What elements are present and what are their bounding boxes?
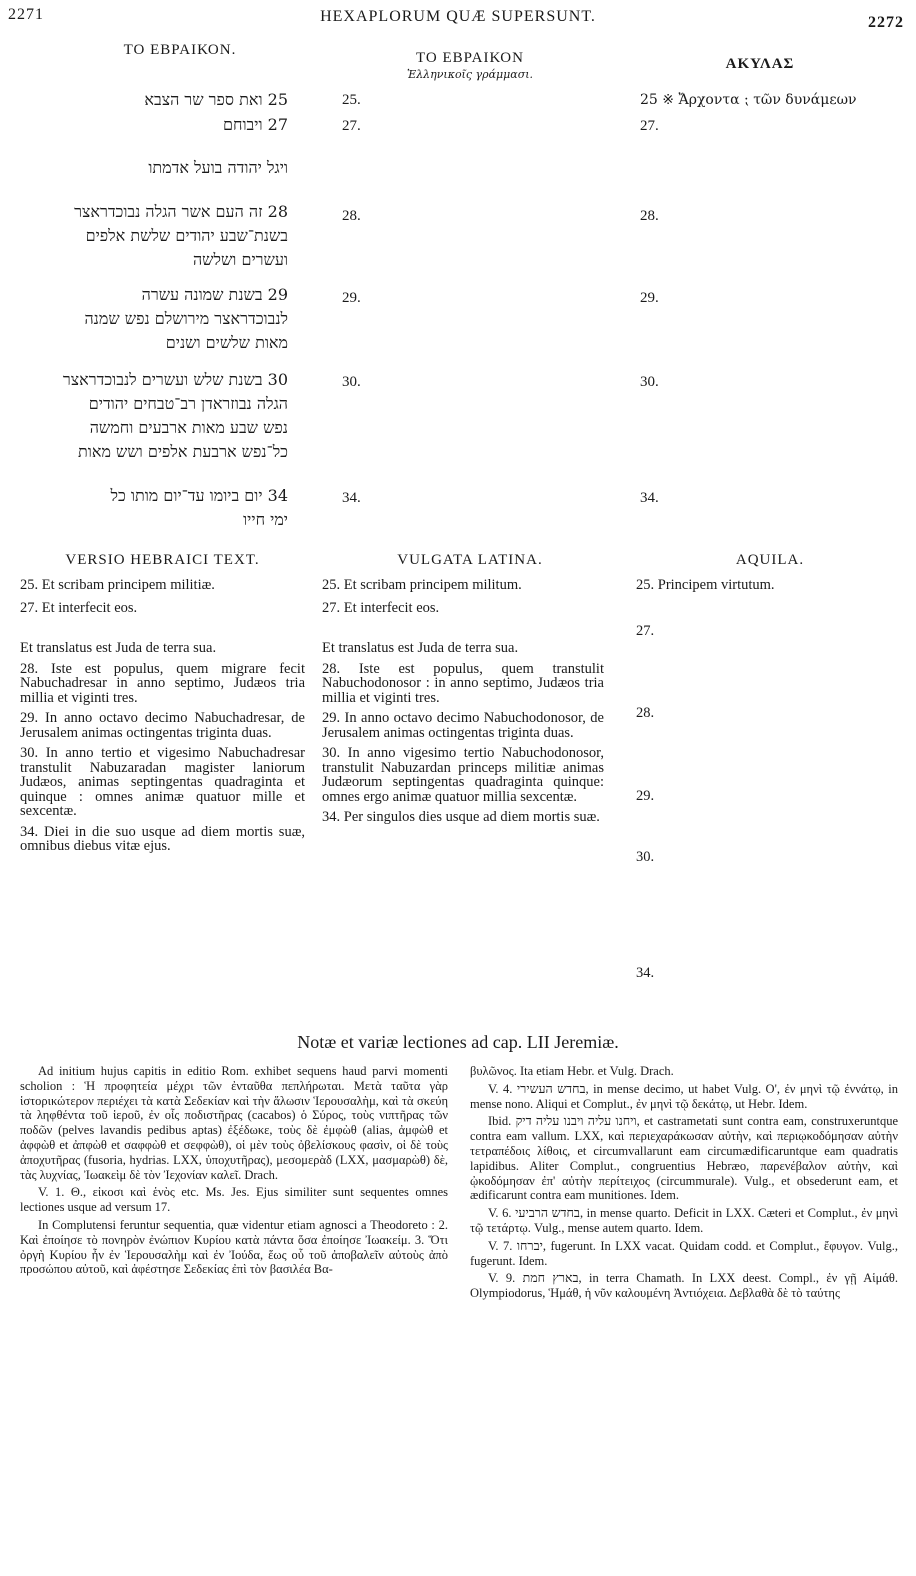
- aquila-29: 29.: [640, 290, 659, 306]
- aquila-27: 27.: [640, 118, 659, 134]
- left-page-number: 2271: [8, 6, 44, 23]
- note-continued: βυλῶνος. Ita etiam Hebr. et Vulg. Drach.: [470, 1064, 674, 1078]
- translit-28: 28.: [342, 208, 361, 224]
- version-v25: 25. Et scribam principem militiæ.: [20, 577, 215, 593]
- aquila-latin-header: AQUILA.: [735, 552, 805, 568]
- hebrew-column-header: ΤΟ ΕΒΡΑΙΚΟΝ.: [123, 42, 237, 58]
- note-complutensis: In Complutensi feruntur sequentia, quæ videntur etiam agnosci a Theodoreto : 2. Καὶ ἐποίησε τὸ πονηρὸν ἐνώπιον Κυρίου κατὰ πάντα ὅσα ἐποίησε Ἰωακείμ. 3. Ὅτι ὀργὴ Κυρίου ἦν ἐν Ἱερουσαλὴμ καὶ ἐν Ἰούδα, ἕως οὗ τοῦ ἀποβαλεῖν αὐτοὺς ἀπὸ προσώπου αὐτοῦ, καὶ ἀφέστησε Σεδεκίας ἐπὶ τὸν βασιλέα Βα-: [20, 1217, 448, 1277]
- hebrew-row-34: 34 יום ביומו עד־יום מותו כל ימי חייו: [110, 486, 288, 529]
- vulgata-v27: 27. Et interfecit eos.: [322, 599, 440, 616]
- aquila-latin-v29: 29.: [636, 788, 655, 804]
- version-hebraici-column: [20, 578, 305, 858]
- vulgata-exile: Et translatus est Juda de terra sua.: [322, 640, 519, 656]
- transliteration-subheader: Ἑλληνικοῖς γράμμασι.: [406, 68, 534, 81]
- note-scholion: Ad initium hujus capitis in editio Rom. exhibet sequens haud parvi momenti scholion : Ἡ προφητεία μέχρι τῶν ἐνταῦθα πεπλήρωται. Μετὰ ταῦτα γὰρ ἱστορικώτερον περιέχει τὰ κατὰ Σεδεκίαν καὶ τὴν ἅλωσιν Ἱερουσαλὴμ, καὶ τὰ σκεύη τὰ ληφθέντα τοῦ ἱεροῦ, ἐν οἷς ποδιστῆρας (cacabos) ὁ Σύρος, τοὺς νιπτῆρας τῶν ποδῶν (pelves lavandis pedibus aptas) ἐξέδωκε, τοὺς δὲ ἐμφὼθ (alias, ἀμφὼθ et ἀφφὼθ et ἀπφὼθ et σαφφὼθ et σεφφὼθ), οἱ μὲν τοὺς ὀβελίσκους φασὶν, οἱ δὲ τοὺς ἀποχυτῆρας (fusoria, hydrias. LXX, ὑποχυτῆρας), μεσομερὰδ (LXX, μασμαρὼθ) δὲ, τὰς λυχνίας, Ἰωακεὶμ δὲ τὸν Ἰεχονίαν καλεῖ. Drach.: [20, 1064, 448, 1182]
- vulgata-v29: 29. In anno octavo decimo Nabuchodonosor, de Jerusalem animas octingentas triginta duas.: [322, 710, 604, 741]
- version-v28: 28. Iste est populus, quem migrare fecit Nabuchadresar in anno septimo, Judæos tria millia et viginti tres.: [20, 660, 305, 706]
- hebrew-row-29: 29 בשנת שמונה עשרה לנבוכדראצר מירושלם נפש שמנה מאות שלשים ושנים: [84, 285, 288, 352]
- note-v6: V. 6. בחדש הרביעי, in mense quarto. Deficit in LXX. Cæteri et Complut., ἐν μηνὶ τῷ τετάρτῳ. Vulg., mense autem quarto. Idem.: [470, 1206, 898, 1235]
- notes-right-column: [470, 1064, 898, 1304]
- vulgata-v28: 28. Iste est populus, quem transtulit Nabuchodonosor : in anno septimo, Judæos tria millia et viginti tres.: [322, 660, 604, 706]
- aquila-latin-v27: 27.: [636, 623, 655, 639]
- vulgata-v34: 34. Per singulos dies usque ad diem mortis suæ.: [322, 809, 600, 825]
- note-v9: V. 9. בארץ חמת, in terra Chamath. In LXX deest. Compl., ἐν γῇ Αἱμάθ. Olympiodorus, Ἡμάθ, ἡ νῦν καλουμένη Ἀντιόχεια. Δεβλαθὰ δὲ τὸ ταύτης: [470, 1271, 899, 1301]
- note-v7: V. 7. יברחו, fugerunt. In LXX vacat. Quidam codd. et Complut., ἔφυγον. Vulg., fugerunt. Idem.: [470, 1238, 898, 1268]
- translit-29: 29.: [342, 290, 361, 306]
- version-v29: 29. In anno octavo decimo Nabuchadresar, de Jerusalem animas octingentas triginta duas.: [20, 710, 305, 741]
- aquila-column-header: ΑΚΥΛΑΣ: [725, 56, 795, 72]
- version-header: VERSIO HEBRAICI TEXT.: [65, 552, 260, 568]
- vulgata-v25: 25. Et scribam principem militum.: [322, 577, 522, 593]
- notes-title: Notæ et variæ lectiones ad cap. LII Jeremiæ.: [297, 1032, 619, 1052]
- hebrew-row-25: 25 ואת ספר שר הצבא: [144, 90, 288, 109]
- note-ibid: Ibid. ויחנו עליה ויבנו עליה דיק, et castrametati sunt contra eam, construxeruntque contra eam vallum. LXX, καὶ περιεχαράκωσαν αὐτὴν, καὶ περιῳκοδόμησαν αὐτὴν τετραπέδοις λίθοις, et circumvallarunt eam circumædificaruntque eam quadratis lapidibus. Aliter Complut., congruentius Hebræo, παρενέβαλον αὐτὴν, καὶ ᾠκοδόμησαν ἐπ' αὐτὴν περίτειχος (circummurale). Vulg., et obsederunt eam, et ædificarunt contra eam munitiones. Idem.: [470, 1114, 899, 1203]
- version-v34: 34. Diei in die suo usque ad diem mortis suæ, omnibus diebus vitæ ejus.: [20, 823, 305, 854]
- translit-34: 34.: [342, 490, 361, 506]
- hebrew-row-28: 28 זה העם אשר הגלה נבוכדראצר בשנת־שבע יהודים שלשת אלפים ועשרים ושלשה: [74, 202, 288, 269]
- aquila-latin-v30: 30.: [636, 849, 655, 865]
- version-v27: 27. Et interfecit eos.: [20, 599, 138, 616]
- hebrew-row-30: 30 בשנת שלש ועשרים לנבוכדראצר הגלה נבוזראדן רב־טבחים יהודים נפש שבע מאות ארבעים וחמשה כל־נפש ארבעת אלפים ושש מאות: [62, 370, 288, 461]
- notes-left-column: [20, 1064, 448, 1280]
- vulgata-v30: 30. In anno vigesimo tertio Nabuchodonosor, transtulit Nabuzardan princeps militiæ animas Judæorum septingentas quadraginta quinque: omnes ergo animæ quatuor millia sexcentæ.: [322, 745, 604, 805]
- aquila-30: 30.: [640, 374, 659, 390]
- aquila-latin-v25: 25. Principem virtutum.: [636, 577, 775, 593]
- running-title: HEXAPLORUM QUÆ SUPERSUNT.: [320, 8, 596, 25]
- aquila-28: 28.: [640, 208, 659, 224]
- translit-25: 25.: [342, 92, 361, 108]
- hebrew-row-27: 27 ויבוחם: [223, 115, 288, 134]
- note-v1: V. 1. Θ., εἰκοσι καὶ ἑνὸς etc. Ms. Jes. Ejus similiter sunt sequentes omnes lectiones usque ad versum 17.: [20, 1185, 448, 1215]
- aquila-latin-v28: 28.: [636, 705, 655, 721]
- translit-30: 30.: [342, 374, 361, 390]
- aquila-25: 25 ※ Ἄρχοντα ⁏ τῶν δυνάμεων: [640, 92, 857, 108]
- vulgata-column: [322, 578, 604, 829]
- vulgate-header: VULGATA LATINA.: [397, 552, 543, 568]
- aquila-34: 34.: [640, 490, 659, 506]
- hebrew-row-exile: ויגל יהודה בועל אדמתו: [148, 158, 288, 177]
- aquila-latin-v34: 34.: [636, 965, 655, 981]
- version-v30: 30. In anno tertio et vigesimo Nabuchadresar transtulit Nabuzaradan magister laniorum Judæos, animas septingentas quadraginta et quinque : omnes animæ quatuor mille et sexcentæ.: [20, 745, 305, 819]
- note-v4: V. 4. בחדש העשירי, in mense decimo, ut habet Vulg. Ο', ἐν μηνὶ τῷ ἐννάτῳ, in mense nono. Aliqui et Complut., ἐν μηνὶ τῷ δεκάτῳ, ut Hebr. Idem.: [470, 1081, 899, 1111]
- right-page-number: 2272: [868, 14, 904, 31]
- translit-27: 27.: [342, 118, 361, 134]
- version-exile: Et translatus est Juda de terra sua.: [20, 640, 217, 656]
- transliteration-column-header: ΤΟ ΕΒΡΑΙΚΟΝ: [416, 50, 524, 66]
